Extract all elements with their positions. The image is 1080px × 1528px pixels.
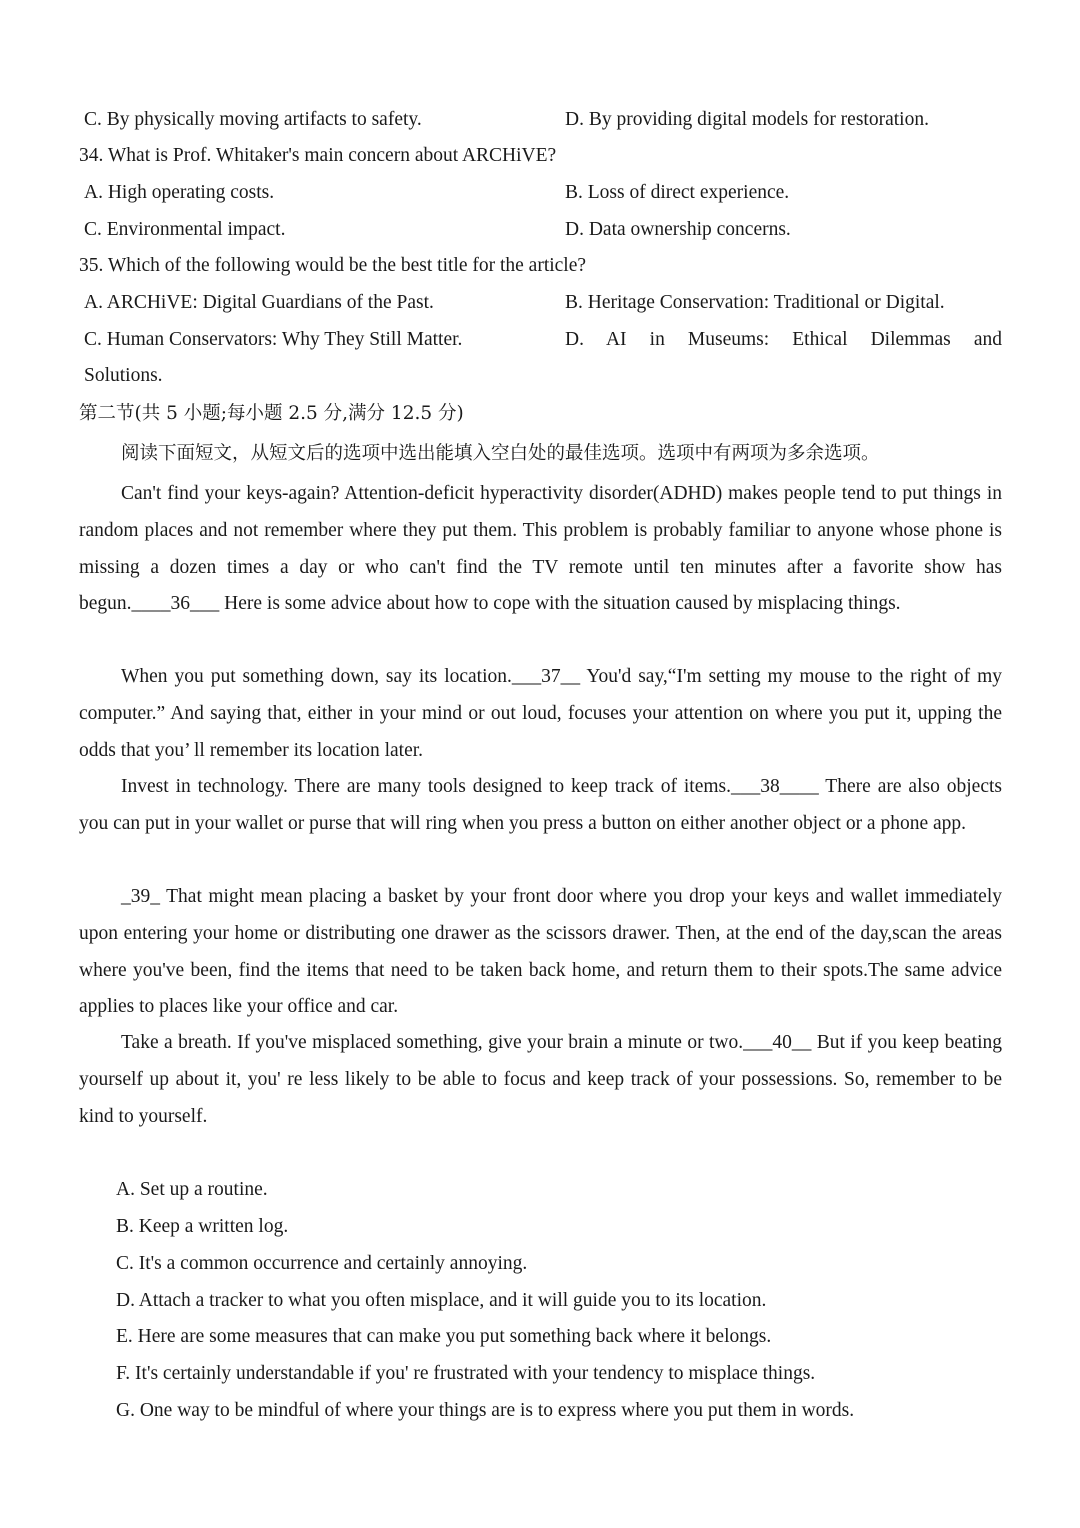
- q34-option-b: B. Loss of direct experience.: [565, 182, 790, 203]
- choice-g: G. One way to be mindful of where your things are is to express where you put them in words.: [116, 1400, 855, 1421]
- q34-option-d: D. Data ownership concerns.: [565, 219, 791, 240]
- q35-option-a: A. ARCHiVE: Digital Guardians of the Past.: [84, 292, 434, 313]
- choice-e: E. Here are some measures that can make you put something back where it belongs.: [116, 1326, 772, 1347]
- passage-paragraph-3: Invest in technology. There are many tools designed to keep track of items.___38____ There are also objects you can put in your wallet or purse that will ring when you press a button on either another object or a phone app.: [79, 776, 1002, 834]
- choice-f: F. It's certainly understandable if you' re frustrated with your tendency to misplace things.: [116, 1363, 816, 1384]
- q35-option-d-line1: D. AI in Museums: Ethical Dilemmas and: [565, 329, 1002, 350]
- choice-b: B. Keep a written log.: [116, 1216, 289, 1237]
- q34-option-a: A. High operating costs.: [84, 182, 275, 203]
- passage-paragraph-4: _39_ That might mean placing a basket by your front door where you drop your keys and wallet immediately upon entering your home or distributing one drawer as the scissors drawer. Then, at the end of the day,scan the areas where you've been, find the items that need to be taken back home, and return them to their spots.The same advice applies to places like your office and car.: [79, 886, 1002, 1018]
- q33-option-c: C. By physically moving artifacts to safety.: [84, 109, 422, 130]
- section-heading: 第二节(共 5 小题;每小题 2.5 分,满分 12.5 分): [79, 403, 464, 424]
- choice-a: A. Set up a routine.: [116, 1179, 268, 1200]
- passage-paragraph-5: Take a breath. If you've misplaced something, give your brain a minute or two.___40__ But if you keep beating yourself up about it, you' re less likely to be able to focus and keep track of your possessions. So, remember to be kind to yourself.: [79, 1032, 1002, 1127]
- passage-paragraph-2: When you put something down, say its location.___37__ You'd say,“I'm setting my mouse to the right of my computer.” And saying that, either in your mind or out loud, focuses your attention on where you put it, upping the odds that you’ ll remember its location later.: [79, 666, 1002, 761]
- choice-c: C. It's a common occurrence and certainly annoying.: [116, 1253, 528, 1274]
- q33-option-d: D. By providing digital models for restoration.: [565, 109, 929, 130]
- q34-option-c: C. Environmental impact.: [84, 219, 286, 240]
- section-instruction: 阅读下面短文，从短文后的选项中选出能填入空白处的最佳选项。选项中有两项为多余选项。: [121, 443, 880, 464]
- q35-option-b: B. Heritage Conservation: Traditional or Digital.: [565, 292, 945, 313]
- q34-stem: 34. What is Prof. Whitaker's main concern about ARCHiVE?: [79, 145, 557, 166]
- q35-option-c: C. Human Conservators: Why They Still Matter.: [84, 329, 463, 350]
- q35-stem: 35. Which of the following would be the best title for the article?: [79, 255, 587, 276]
- passage-paragraph-1: Can't find your keys-again? Attention-deficit hyperactivity disorder(ADHD) makes people tend to put things in random places and not remember where they put them. This problem is probably familiar to anyone whose phone is missing a dozen times a day or who can't find the TV remote until ten minutes after a favorite show has begun.____36___ Here is some advice about how to cope with the situation caused by misplacing things.: [79, 483, 1002, 615]
- q35-option-d-line2: Solutions.: [84, 365, 163, 386]
- choice-d: D. Attach a tracker to what you often misplace, and it will guide you to its location.: [116, 1290, 767, 1311]
